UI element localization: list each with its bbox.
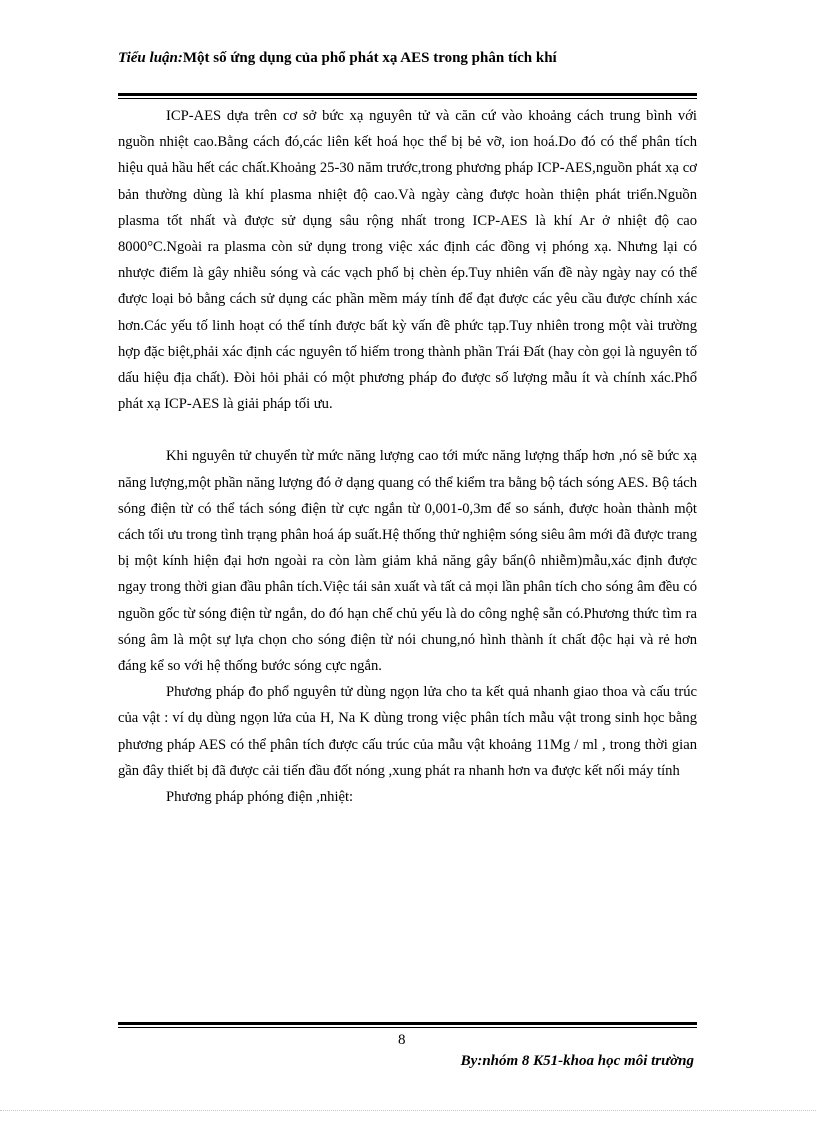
page-footer-author: By:nhóm 8 K51-khoa học môi trường xyxy=(460,1053,694,1069)
paragraph-discharge-method: Phương pháp phóng điện ,nhiệt: xyxy=(166,789,354,806)
document-body xyxy=(118,103,697,810)
paragraph-icp-aes: ICP-AES dựa trên cơ sở bức xạ nguyên tử và căn cứ vào khoảng cách trung bình với nguồn nhiệt cao.Bằng cách đó,các liên kết hoá học thể bị bẻ vỡ, ion hoá.Do đó có thể phân tích hiệu quả hầu hết các chất.Khoảng 25-30 năm trước,trong phương pháp ICP-AES,nguồn phát xạ cơ bản thường dùng là khí plasma nhiệt độ cao.Và ngày càng được hoàn thiện phát triển.Nguồn plasma tốt nhất và được sử dụng sâu rộng nhất trong ICP-AES là khí Ar ở nhiệt độ cao 8000°C.Ngoài ra plasma còn sử dụng trong việc xác định các đồng vị phóng xạ. Nhưng lại có nhược điểm là gây nhiễu sóng và các vạch phổ bị chèn ép.Tuy nhiên vấn đề này ngày nay có thể được loại bỏ bằng cách sử dụng các phần mềm máy tính để đạt được các yêu cầu được chính xác hơn.Các yếu tố linh hoạt có thể tính được bất kỳ vấn đề phức tạp.Tuy nhiên trong một vài trường hợp đặc biệt,phải xác định các nguyên tố hiếm trong thành phần Trái Đất (hay còn gọi là nguyên tố dấu hiệu địa chất). Đòi hỏi phải có một phương pháp đo được số lượng mẫu ít và chính xác.Phổ phát xạ ICP-AES là giải pháp tối ưu. xyxy=(118,108,697,413)
header-rule xyxy=(118,93,697,99)
footer-rule xyxy=(118,1022,697,1028)
paragraph-flame-method: Phương pháp đo phổ nguyên tử dùng ngọn lửa cho ta kết quả nhanh giao thoa và cấu trúc của vật : ví dụ dùng ngọn lửa của H, Na K dùng trong việc phân tích mẫu vật trong sinh học bằng phương pháp AES có thể phân tích được cấu trúc của mẫu vật khoảng 11Mg / ml , trong thời gian gần đây thiết bị đã được cải tiến đầu đốt nóng ,xung phát ra nhanh hơn va được kết nối máy tính xyxy=(118,684,697,779)
paragraph-wave-detection: Khi nguyên tử chuyển từ mức năng lượng cao tới mức năng lượng thấp hơn ,nó sẽ bức xạ năng lượng,một phần năng lượng đó ở dạng quang có thể kiểm tra bằng bộ tách sóng AES. Bộ tách sóng điện từ có thể tách sóng điện từ cực ngắn từ 0,001-0,3m để so sánh, được hoàn thành một cách tối ưu trong tình trạng phân hoá áp suất.Hệ thống thử nghiệm sóng siêu âm mới đã được trang bị một kính hiện đại hơn ngoài ra còn làm giảm khả năng gây bẩn(ô nhiễm)mẫu,xác định được ngay trong thời gian đầu phân tích.Việc tái sản xuất và tất cả mọi lần phân tích cho sóng âm đều có nguồn gốc từ sóng điện từ ngắn, do đó hạn chế chủ yếu là do công nghệ sẵn có.Phương thức tìm ra sóng âm là một sự lựa chọn cho sóng điện từ nói chung,nó hình thành ít chất độc hại và rẻ hơn đáng kể so với hệ thống bước sóng cực ngắn. xyxy=(118,448,698,675)
header-title: Một số ứng dụng của phổ phát xạ AES trong phân tích khí xyxy=(182,50,557,66)
page-edge-divider xyxy=(0,1110,816,1111)
page-number: 8 xyxy=(398,1032,406,1048)
header-label: Tiểu luận: xyxy=(118,50,183,66)
page-header xyxy=(118,50,557,67)
